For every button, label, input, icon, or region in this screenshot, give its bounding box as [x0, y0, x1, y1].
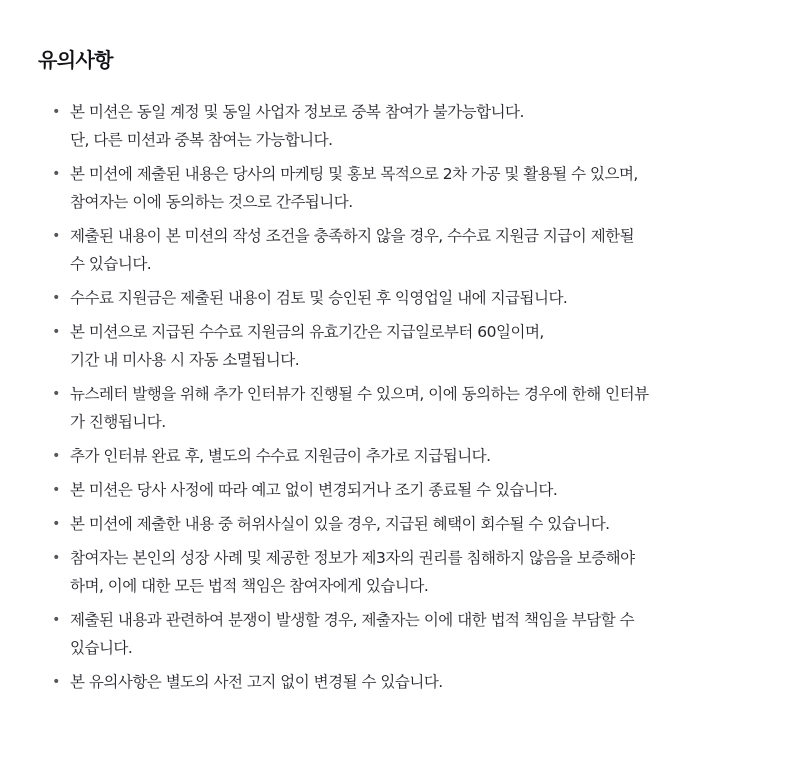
- notice-item: [38, 544, 770, 600]
- notice-item: [38, 222, 770, 278]
- notice-item-text: 하며, 이에 대한 모든 법적 책임은 참여자에게 있습니다.: [70, 577, 429, 595]
- notice-item-text: 단, 다른 미션과 중복 참여는 가능합니다.: [70, 131, 333, 149]
- notice-item-text: 가 진행됩니다.: [70, 413, 166, 431]
- notice-item-text: 추가 인터뷰 완료 후, 별도의 수수료 지원금이 추가로 지급됩니다.: [70, 447, 491, 465]
- notice-item-text: 본 미션으로 지급된 수수료 지원금의 유효기간은 지급일로부터 60일이며,: [70, 323, 544, 341]
- notice-item-text: 본 유의사항은 별도의 사전 고지 없이 변경될 수 있습니다.: [70, 673, 443, 691]
- bullet-icon: •: [52, 674, 60, 690]
- notice-item: [38, 476, 770, 504]
- notice-title: 유의사항: [38, 48, 113, 72]
- bullet-icon: •: [52, 324, 60, 340]
- notice-item-text: 기간 내 미사용 시 자동 소멸됩니다.: [70, 351, 300, 369]
- notice-item: [38, 442, 770, 470]
- bullet-icon: •: [52, 482, 60, 498]
- notice-item: [38, 380, 770, 436]
- notice-item-text: 있습니다.: [70, 639, 133, 657]
- notice-item: [38, 318, 770, 374]
- bullet-icon: •: [52, 550, 60, 566]
- notice-item: [38, 284, 770, 312]
- notice-item-text: 본 미션에 제출된 내용은 당사의 마케팅 및 홍보 목적으로 2차 가공 및 활용될 수 있으며,: [70, 165, 638, 183]
- notice-item-text: 본 미션은 당사 사정에 따라 예고 없이 변경되거나 조기 종료될 수 있습니다.: [70, 481, 558, 499]
- bullet-icon: •: [52, 448, 60, 464]
- notice-item-text: 본 미션에 제출한 내용 중 허위사실이 있을 경우, 지급된 혜택이 회수될 수 있습니다.: [70, 515, 610, 533]
- notice-item-text: 수 있습니다.: [70, 255, 152, 273]
- notice-item-text: 본 미션은 동일 계정 및 동일 사업자 정보로 중복 참여가 불가능합니다.: [70, 103, 524, 121]
- notice-item-text: 제출된 내용이 본 미션의 작성 조건을 충족하지 않을 경우, 수수료 지원금 지급이 제한될: [70, 227, 635, 245]
- bullet-icon: •: [52, 290, 60, 306]
- bullet-icon: •: [52, 104, 60, 120]
- notice-item: [38, 606, 770, 662]
- notice-item: [38, 668, 770, 696]
- notice-list: [38, 98, 770, 696]
- notice-item-text: 제출된 내용과 관련하여 분쟁이 발생할 경우, 제출자는 이에 대한 법적 책임을 부담할 수: [70, 611, 635, 629]
- bullet-icon: •: [52, 612, 60, 628]
- notice-item-text: 참여자는 본인의 성장 사례 및 제공한 정보가 제3자의 권리를 침해하지 않음을 보증해야: [70, 549, 635, 567]
- bullet-icon: •: [52, 166, 60, 182]
- notice-item-text: 참여자는 이에 동의하는 것으로 간주됩니다.: [70, 193, 353, 211]
- bullet-icon: •: [52, 386, 60, 402]
- notice-item: [38, 160, 770, 216]
- bullet-icon: •: [52, 516, 60, 532]
- notice-item-text: 수수료 지원금은 제출된 내용이 검토 및 승인된 후 익영업일 내에 지급됩니다.: [70, 289, 568, 307]
- notice-item: [38, 510, 770, 538]
- bullet-icon: •: [52, 228, 60, 244]
- notice-item-text: 뉴스레터 발행을 위해 추가 인터뷰가 진행될 수 있으며, 이에 동의하는 경우에 한해 인터뷰: [70, 385, 649, 403]
- notice-item: [38, 98, 770, 154]
